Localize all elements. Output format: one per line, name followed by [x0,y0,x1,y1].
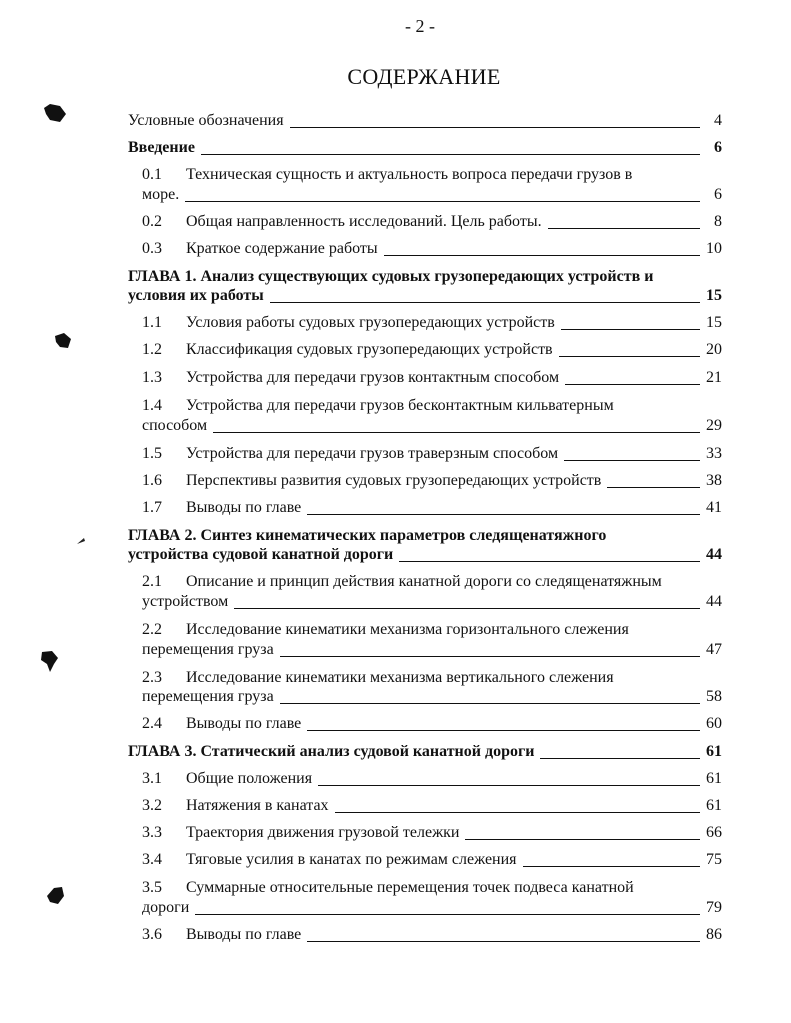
leader-line [185,200,700,202]
leader-line [270,301,700,303]
leader-line [234,607,700,609]
entry-number: 2.2 [142,621,162,638]
entry-page: 79 [706,899,722,916]
entry-number: 3.3 [142,824,162,841]
entry-page: 8 [714,213,722,230]
entry-number: 1.5 [142,445,162,462]
entry-title-continuation: способом [142,417,208,434]
entry-title: Техническая сущность и актуальность вопроса передачи грузов в [186,166,633,183]
toc-entry[interactable] [128,138,722,158]
leader-line [565,383,700,385]
toc-entry[interactable] [142,444,722,464]
toc-entry[interactable] [142,668,722,688]
toc-entry[interactable] [142,368,722,388]
scan-artifact-icon [44,884,68,906]
entry-page: 6 [714,139,722,156]
entry-title-continuation: условия их работы [128,287,264,304]
leader-line [523,865,700,867]
toc-entry[interactable] [128,267,722,287]
entry-number: 2.3 [142,669,162,686]
toc-title: СОДЕРЖАНИЕ [347,64,501,89]
toc-entry[interactable] [142,212,722,232]
toc-entry[interactable] [128,742,722,762]
entry-title: Классификация судовых грузопередающих устройств [186,341,553,358]
leader-line [559,355,700,357]
entry-page: 44 [706,546,722,563]
toc-entry[interactable] [142,165,722,185]
entry-page: 44 [706,593,722,610]
leader-line [290,126,700,128]
entry-title: Введение [128,139,195,156]
entry-number: 1.2 [142,341,162,358]
entry-number: 0.3 [142,240,162,257]
entry-page: 61 [706,743,722,760]
entry-page: 86 [706,926,722,943]
entry-number: 1.6 [142,472,162,489]
toc-entry[interactable] [128,111,722,131]
toc-entry-continuation[interactable] [142,898,722,918]
entry-title-continuation: дороги [142,899,190,916]
entry-title: Суммарные относительные перемещения точек подвеса канатной [186,879,634,896]
entry-title: Натяжения в канатах [186,797,329,814]
entry-page: 75 [706,851,722,868]
entry-title: Выводы по главе [186,499,302,516]
entry-title: Исследование кинематики механизма вертикального слежения [186,669,614,686]
entry-title: Тяговые усилия в канатах по режимам слежения [186,851,517,868]
toc-entry[interactable] [142,769,722,789]
leader-line [564,459,700,461]
toc-entry-continuation[interactable] [142,416,722,436]
entry-number: 3.2 [142,797,162,814]
entry-title: ГЛАВА 1. Анализ существующих судовых грузопередающих устройств и [128,268,654,285]
entry-title: Общая направленность исследований. Цель работы. [186,213,542,230]
toc-entry-continuation[interactable] [128,545,722,565]
toc-entry[interactable] [142,239,722,259]
entry-title: Выводы по главе [186,926,302,943]
toc-entry-continuation[interactable] [128,286,722,306]
entry-page: 41 [706,499,722,516]
toc-entry[interactable] [142,796,722,816]
toc-entry-continuation[interactable] [142,640,722,660]
entry-title: Устройства для передачи грузов бесконтактным кильватерным [186,397,614,414]
entry-number: 0.2 [142,213,162,230]
entry-page: 58 [706,688,722,705]
toc-entry[interactable] [142,396,722,416]
entry-title-continuation: перемещения груза [142,641,274,658]
scan-artifact-icon [76,536,86,546]
toc-entry[interactable] [142,850,722,870]
entry-title: ГЛАВА 3. Статический анализ судовой канатной дороги [128,743,535,760]
entry-page: 60 [706,715,722,732]
toc-entry-continuation[interactable] [142,687,722,707]
entry-page: 10 [706,240,722,257]
leader-line [307,729,700,731]
entry-title: Краткое содержание работы [186,240,378,257]
entry-number: 2.4 [142,715,162,732]
entry-number: 2.1 [142,573,162,590]
scan-artifact-icon [52,330,74,352]
leader-line [307,513,700,515]
entry-page: 66 [706,824,722,841]
entry-page: 33 [706,445,722,462]
entry-title-continuation: устройства судовой канатной дороги [128,546,394,563]
leader-line [213,431,700,433]
scan-artifact-icon [38,648,62,674]
toc-entry[interactable] [142,878,722,898]
entry-title: Перспективы развития судовых грузопередающих устройств [186,472,602,489]
entry-title: Устройства для передачи грузов контактным способом [186,369,560,386]
toc-entry[interactable] [142,313,722,333]
entry-page: 47 [706,641,722,658]
leader-line [465,838,700,840]
entry-title: Условия работы судовых грузопередающих устройств [186,314,555,331]
entry-number: 3.6 [142,926,162,943]
entry-title: Общие положения [186,770,313,787]
entry-page: 61 [706,770,722,787]
entry-page: 38 [706,472,722,489]
leader-line [307,940,700,942]
leader-line [540,757,700,759]
entry-title: Устройства для передачи грузов траверзным способом [186,445,559,462]
leader-line [280,702,700,704]
entry-page: 4 [714,112,722,129]
page-number: - 2 - [405,16,435,36]
entry-page: 61 [706,797,722,814]
entry-number: 1.7 [142,499,162,516]
toc-entry[interactable] [128,526,722,546]
leader-line [280,655,700,657]
entry-number: 3.1 [142,770,162,787]
entry-number: 1.4 [142,397,162,414]
entry-title-continuation: перемещения груза [142,688,274,705]
toc-entry[interactable] [142,925,722,945]
toc-entry[interactable] [142,471,722,491]
toc-entry-continuation[interactable] [142,185,722,205]
toc-entry[interactable] [142,340,722,360]
leader-line [318,784,700,786]
entry-title: Условные обозначения [128,112,284,129]
entry-number: 3.4 [142,851,162,868]
entry-title-continuation: море. [142,186,180,203]
entry-page: 6 [714,186,722,203]
toc-entry[interactable] [142,498,722,518]
toc-entry[interactable] [142,714,722,734]
entry-page: 15 [706,287,722,304]
toc-entry[interactable] [142,823,722,843]
entry-title: Описание и принцип действия канатной дороги со следященатяжным [186,573,662,590]
entry-number: 1.3 [142,369,162,386]
entry-title: Траектория движения грузовой тележки [186,824,460,841]
toc-entry-continuation[interactable] [142,592,722,612]
leader-line [399,560,700,562]
leader-line [607,486,700,488]
entry-page: 21 [706,369,722,386]
leader-line [384,254,700,256]
entry-title: ГЛАВА 2. Синтез кинематических параметров следященатяжного [128,527,607,544]
entry-title: Выводы по главе [186,715,302,732]
entry-number: 1.1 [142,314,162,331]
toc-entry[interactable] [142,572,722,592]
leader-line [195,913,700,915]
toc-entry[interactable] [142,620,722,640]
scan-artifact-icon [40,100,70,126]
entry-title: Исследование кинематики механизма горизонтального слежения [186,621,629,638]
entry-number: 3.5 [142,879,162,896]
entry-page: 20 [706,341,722,358]
leader-line [335,811,700,813]
leader-line [201,153,700,155]
leader-line [561,328,700,330]
leader-line [548,227,700,229]
entry-number: 0.1 [142,166,162,183]
entry-page: 29 [706,417,722,434]
entry-title-continuation: устройством [142,593,229,610]
entry-page: 15 [706,314,722,331]
